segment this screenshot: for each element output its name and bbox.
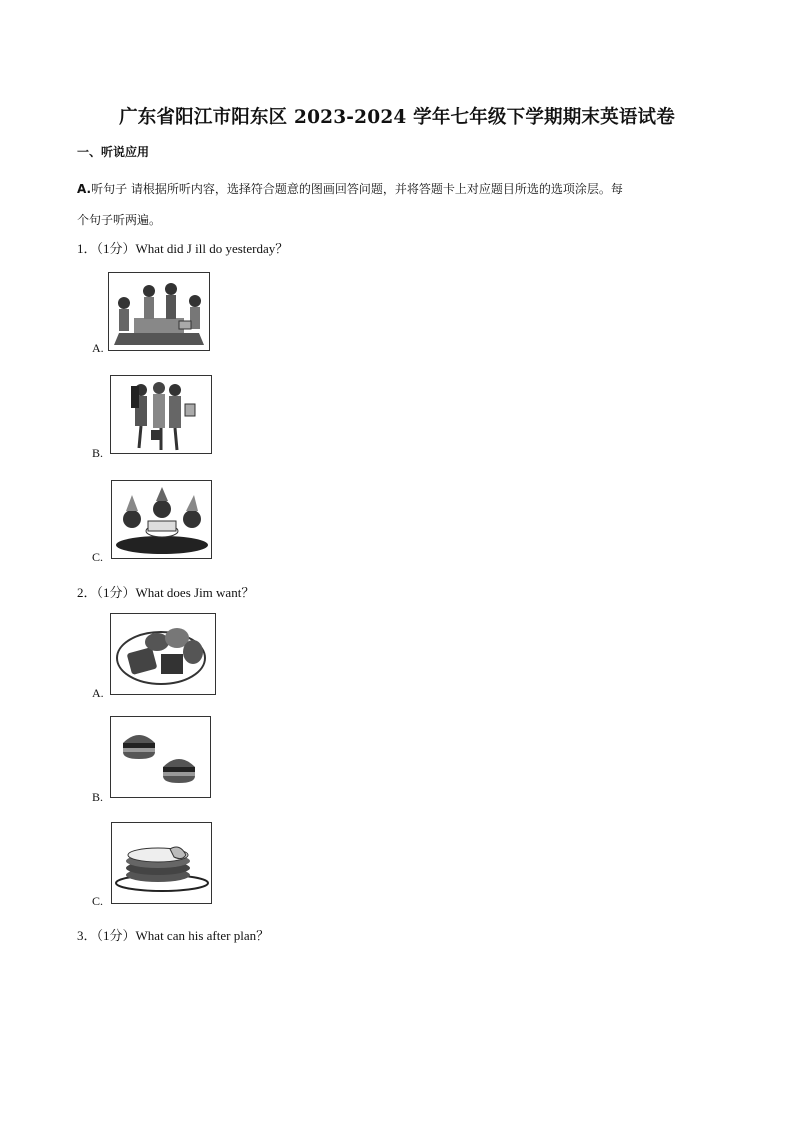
people-around-table-icon — [109, 273, 209, 350]
birthday-party-picture[interactable] — [111, 480, 212, 559]
birthday-party-icon — [112, 481, 211, 558]
question-score: （1分） — [96, 585, 136, 600]
question-text: What does Jim want？ — [135, 585, 255, 600]
instruction-line-1: 听句子 请根据所听内容，选择符合题意的图画回答问题，并将答题卡上对应题目所选的选项涂层。每 — [91, 182, 623, 196]
question-text: What did J ill do yesterday？ — [135, 241, 289, 256]
option-1b-label: B. — [92, 446, 104, 460]
two-hamburgers-icon — [111, 717, 210, 797]
question-2 — [77, 582, 254, 601]
question-number: 1． — [77, 241, 97, 256]
people-around-table-picture[interactable] — [108, 272, 210, 351]
people-shopping-icon — [111, 376, 211, 453]
question-number: 2． — [77, 585, 97, 600]
option-2b-label: B. — [92, 790, 104, 804]
question-score: （1分） — [96, 928, 136, 943]
question-1 — [77, 238, 288, 257]
option-2c-label: C. — [92, 894, 104, 908]
pancakes-picture[interactable] — [111, 822, 212, 904]
instruction-line-2: 个句子听两遍。 — [77, 213, 162, 227]
plate-of-food-picture[interactable] — [110, 613, 216, 695]
pancakes-icon — [112, 823, 211, 903]
plate-of-food-icon — [111, 614, 215, 694]
question-number: 3． — [77, 928, 97, 943]
two-hamburgers-picture[interactable] — [110, 716, 211, 798]
people-shopping-picture[interactable] — [110, 375, 212, 454]
option-1a-label: A. — [92, 341, 104, 355]
page-title: 广东省阳江市阳东区 2023-2024 学年七年级下学期期末英语试卷 — [119, 107, 675, 128]
question-score: （1分） — [96, 241, 136, 256]
option-2a-label: A. — [92, 686, 104, 700]
option-1c-label: C. — [92, 550, 104, 564]
instruction-label: A. — [77, 182, 92, 196]
instruction-text — [77, 174, 727, 236]
question-3 — [77, 925, 269, 944]
question-text: What can his after plan？ — [135, 928, 270, 943]
section-heading: 一、听说应用 — [77, 145, 150, 159]
